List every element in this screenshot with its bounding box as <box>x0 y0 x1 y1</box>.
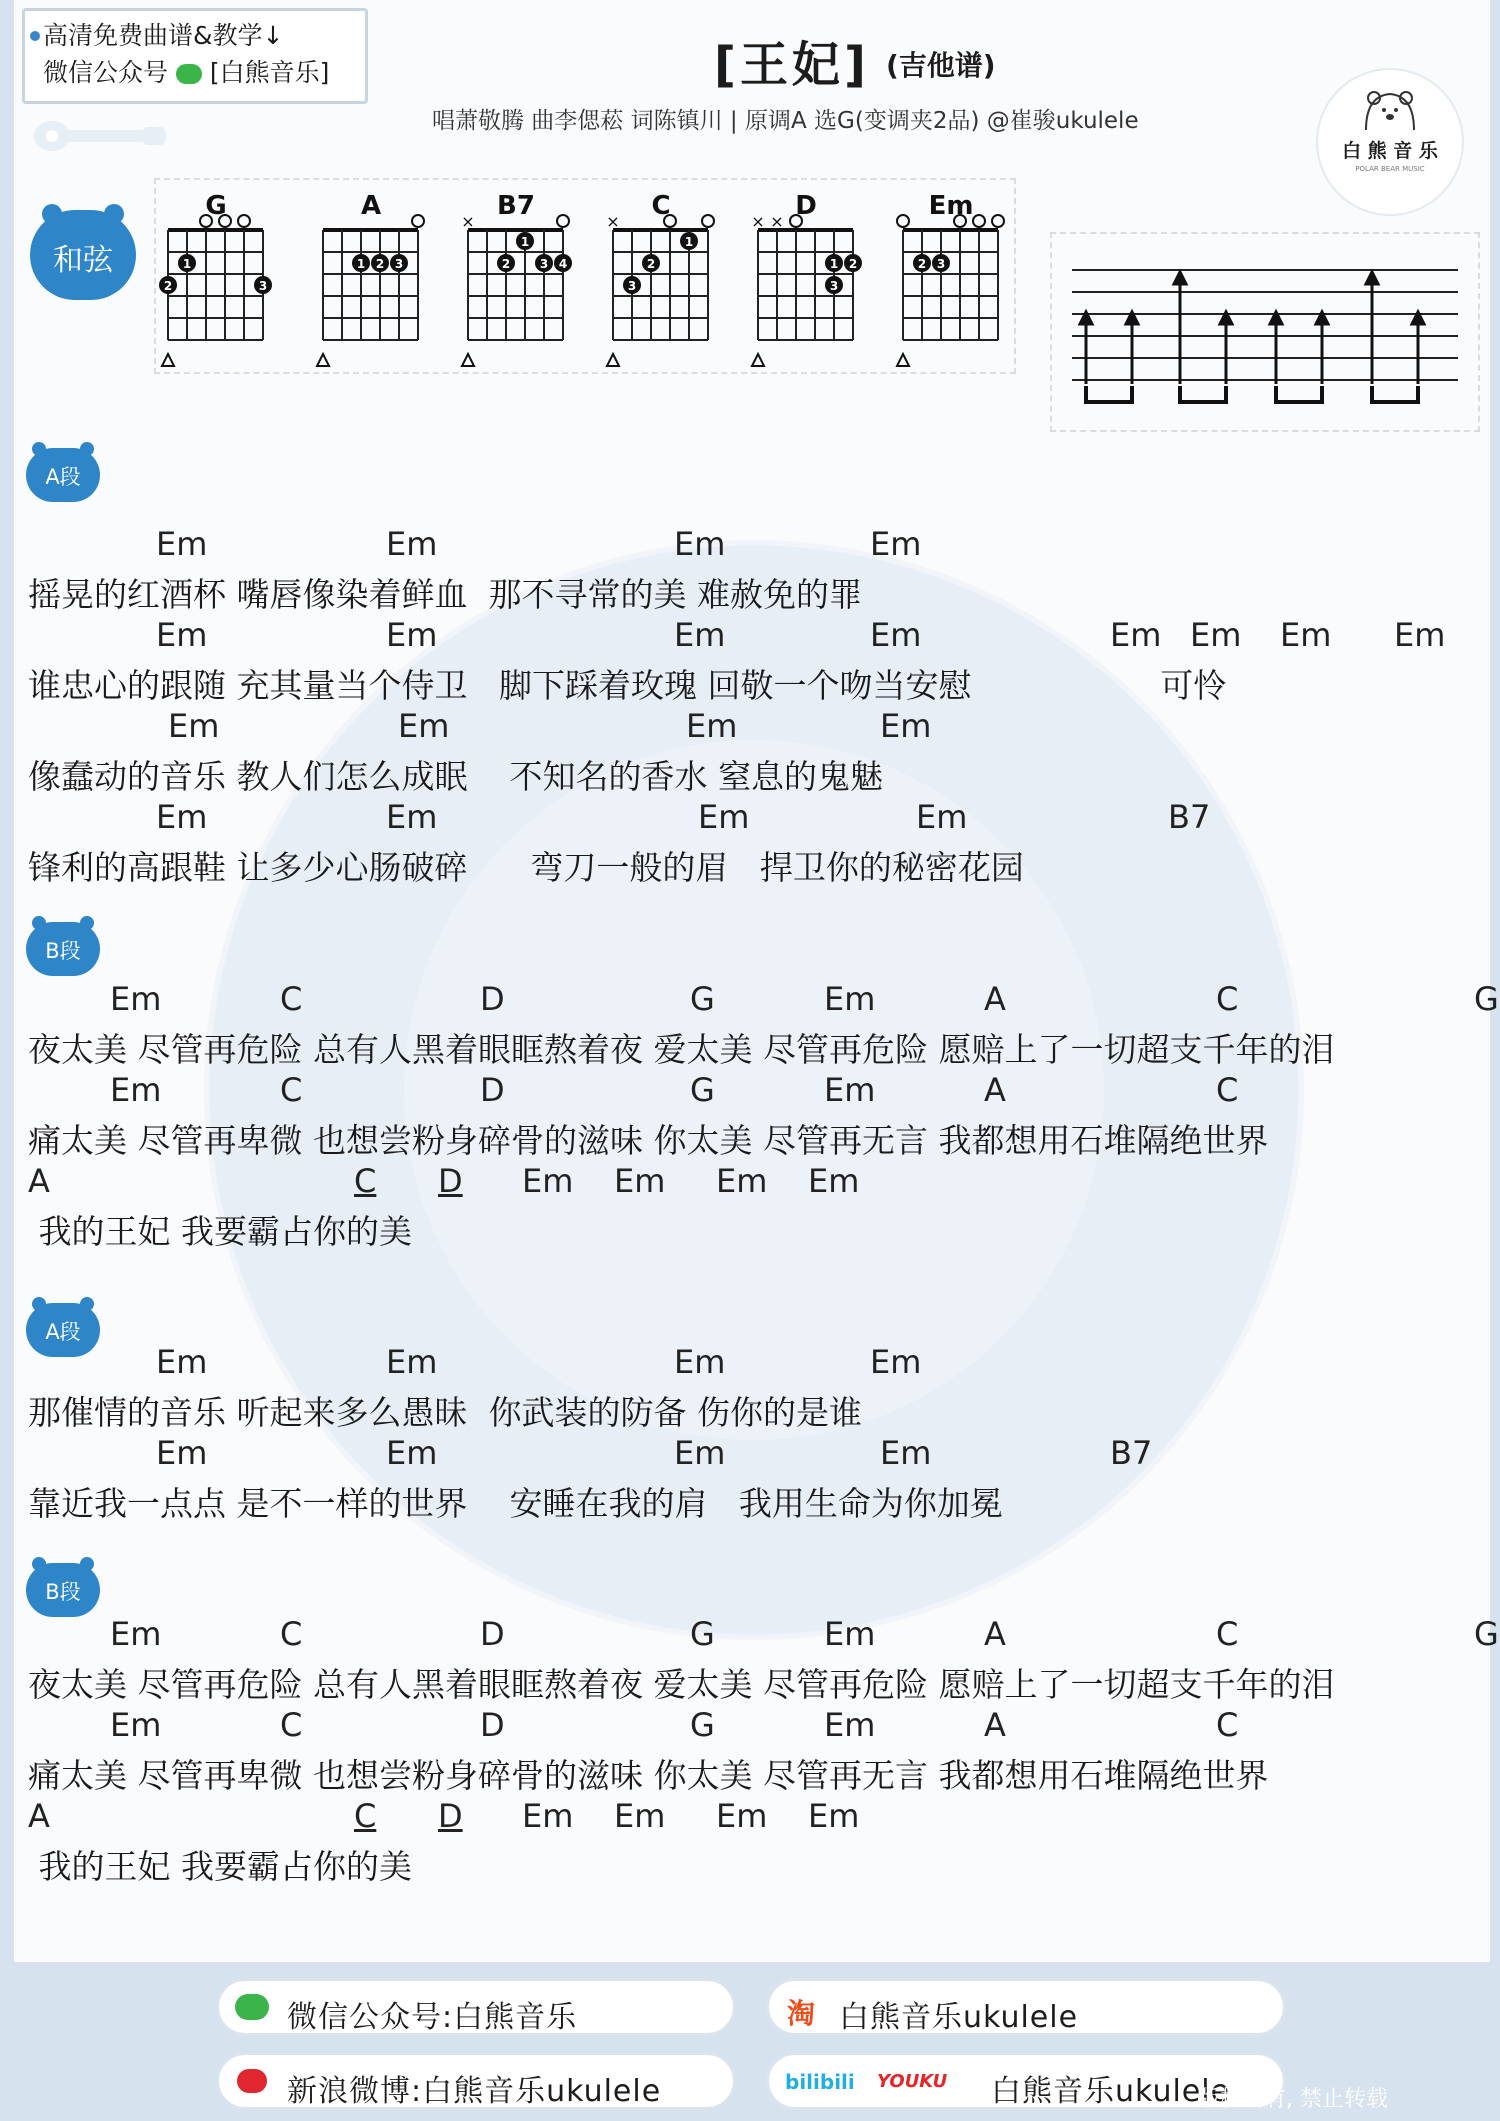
badge-ear <box>104 204 124 224</box>
chord-symbol: Em <box>156 525 208 563</box>
chord-symbol: Em <box>674 1343 726 1381</box>
brand-name: 白 熊 音 乐 <box>1342 140 1438 162</box>
chord-symbol: C <box>280 1071 303 1109</box>
chord-symbol: Em <box>398 707 450 745</box>
chord-symbol: C <box>354 1162 377 1200</box>
lyric-line: 夜太美 尽管再危险 总有人黑着眼眶熬着夜 爱太美 尽管再危险 愿赔上了一切超支千年的泪 <box>28 1030 1335 1069</box>
polar-bear-icon <box>1318 70 1462 140</box>
chord-diagram <box>897 191 1004 366</box>
chord-symbol: Em <box>522 1162 574 1200</box>
finger-number: 2 <box>848 257 858 271</box>
wechat-icon <box>176 64 202 84</box>
badge-ear <box>80 1557 94 1571</box>
section-label: A段 <box>45 465 81 489</box>
chord-diagrams <box>144 170 1144 400</box>
chord-symbol: Em <box>1394 616 1446 654</box>
chord-symbol: Em <box>110 980 162 1018</box>
chord-symbol: A <box>984 1071 1006 1109</box>
taobao-icon: 淘 <box>787 1997 816 2030</box>
badge-ear <box>32 916 46 930</box>
section-label: A段 <box>45 1320 81 1344</box>
bilibili-icon: bilibili <box>785 2070 855 2094</box>
footer-video-text: 白熊音乐ukulele <box>991 2074 1231 2109</box>
weibo-icon <box>237 2069 267 2093</box>
chord-symbol: Em <box>386 616 438 654</box>
chord-symbol: C <box>280 1615 303 1653</box>
finger-number: 2 <box>501 257 511 271</box>
chord-symbol: Em <box>870 525 922 563</box>
chord-symbol: Em <box>674 1434 726 1472</box>
chord-symbol: Em <box>110 1071 162 1109</box>
chord-symbol: D <box>480 1706 505 1744</box>
chord-symbol: Em <box>522 1797 574 1835</box>
section-badge <box>26 922 100 976</box>
chord-symbol: Em <box>698 798 750 836</box>
chord-symbol: A <box>984 1615 1006 1653</box>
chord-symbol: Em <box>386 525 438 563</box>
finger-number: 3 <box>829 279 839 293</box>
chord-symbol: B7 <box>1110 1434 1153 1472</box>
open-string-marker <box>897 215 909 227</box>
chord-section-label: 和弦 <box>53 243 113 278</box>
finger-number: 1 <box>356 257 366 271</box>
chord-symbol: Em <box>110 1706 162 1744</box>
chord-symbol: Em <box>716 1162 768 1200</box>
finger-number: 2 <box>375 257 385 271</box>
finger-number: 3 <box>394 257 404 271</box>
chord-symbol: A <box>28 1162 50 1200</box>
root-string-marker <box>162 354 174 366</box>
chord-symbol: C <box>1216 1615 1239 1653</box>
chord-symbol: Em <box>716 1797 768 1835</box>
chord-symbol: C <box>280 1706 303 1744</box>
chord-symbol: Em <box>674 525 726 563</box>
ukulele-icon <box>30 115 168 157</box>
badge-ear <box>32 1557 46 1571</box>
chord-symbol: Em <box>386 1434 438 1472</box>
chord-symbol: Em <box>1280 616 1332 654</box>
chord-symbol: B7 <box>1168 798 1211 836</box>
muted-string-marker: × <box>461 212 475 231</box>
chord-symbol: Em <box>824 980 876 1018</box>
chord-symbol: C <box>280 980 303 1018</box>
section-badge <box>26 448 100 502</box>
chord-symbol: A <box>984 980 1006 1018</box>
badge-ear <box>80 442 94 456</box>
chord-symbol: G <box>690 1071 715 1109</box>
lyric-line: 靠近我一点点 是不一样的世界 安睡在我的肩 我用生命为你加冕 <box>28 1484 1003 1523</box>
wechat-icon <box>235 1994 269 2020</box>
chord-symbol: Em <box>156 798 208 836</box>
chord-symbol: D <box>438 1797 463 1835</box>
open-string-marker <box>992 215 1004 227</box>
finger-number: 3 <box>627 279 637 293</box>
chord-symbol: G <box>690 1615 715 1653</box>
chord-symbol: Em <box>110 1615 162 1653</box>
promo-line-1: 高清免费曲谱&教学↓ <box>43 21 284 50</box>
footer-wechat-text: 微信公众号:白熊音乐 <box>287 2000 578 2035</box>
chord-symbol: Em <box>824 1071 876 1109</box>
badge-ear <box>32 1297 46 1311</box>
root-string-marker <box>752 354 764 366</box>
finger-number: 2 <box>163 279 173 293</box>
chord-symbol: C <box>1216 1071 1239 1109</box>
root-string-marker <box>607 354 619 366</box>
muted-string-marker: × <box>606 212 620 231</box>
youku-icon: YOUKU <box>877 2071 948 2092</box>
muted-string-marker: × <box>751 212 765 231</box>
lyric-line: 像蠢动的音乐 教人们怎么成眠 不知名的香水 窒息的鬼魅 <box>28 757 883 796</box>
finger-number: 2 <box>646 257 656 271</box>
lyric-line: 痛太美 尽管再卑微 也想尝粉身碎骨的滋味 你太美 尽管再无言 我都想用石堆隔绝世界 <box>28 1121 1269 1160</box>
lyric-line: 痛太美 尽管再卑微 也想尝粉身碎骨的滋味 你太美 尽管再无言 我都想用石堆隔绝世界 <box>28 1756 1269 1795</box>
finger-number: 4 <box>558 257 568 271</box>
chord-symbol: A <box>984 1706 1006 1744</box>
chord-symbol: C <box>354 1797 377 1835</box>
song-credits: 唱萧敬腾 曲李偲菘 词陈镇川 | 原调A 选G(变调夹2品) @崔骏ukulele <box>432 108 1139 134</box>
chord-symbol: Em <box>824 1706 876 1744</box>
chord-symbol: D <box>438 1162 463 1200</box>
chord-symbol: G <box>690 980 715 1018</box>
lyric-line: 夜太美 尽管再危险 总有人黑着眼眶熬着夜 爱太美 尽管再危险 愿赔上了一切超支千年的泪 <box>28 1665 1335 1704</box>
chord-symbol: Em <box>674 616 726 654</box>
chord-diagram-name: D <box>795 191 817 221</box>
badge-ear <box>80 1297 94 1311</box>
lyric-line: 摇晃的红酒杯 嘴唇像染着鲜血 那不寻常的美 难赦免的罪 <box>28 575 862 614</box>
open-string-marker <box>973 215 985 227</box>
promo-box <box>22 8 368 104</box>
chord-symbol: G <box>1474 1615 1499 1653</box>
chord-symbol: Em <box>880 707 932 745</box>
open-string-marker <box>557 215 569 227</box>
chord-symbol: D <box>480 1615 505 1653</box>
lyric-line: 那催情的音乐 听起来多么愚昧 你武装的防备 伤你的是谁 <box>28 1393 862 1432</box>
bullet-icon <box>30 31 40 41</box>
brand-subtitle: POLAR BEAR MUSIC <box>1355 165 1425 173</box>
lyric-line: 锋利的高跟鞋 让多少心肠破碎 弯刀一般的眉 捍卫你的秘密花园 <box>28 848 1024 887</box>
badge-ear <box>42 204 62 224</box>
song-title: [王妃] <box>714 37 870 93</box>
chord-diagram <box>159 191 272 366</box>
open-string-marker <box>412 215 424 227</box>
strum-pattern-panel <box>1050 232 1480 432</box>
finger-number: 3 <box>258 279 268 293</box>
root-string-marker <box>317 354 329 366</box>
chord-symbol: Em <box>808 1162 860 1200</box>
lyric-line: 谁忠心的跟随 充其量当个侍卫 脚下踩着玫瑰 回敬一个吻当安慰 可怜 <box>28 666 1227 705</box>
lyric-line: 我的王妃 我要霸占你的美 <box>28 1847 412 1886</box>
finger-number: 1 <box>182 257 192 271</box>
lyric-line: 我的王妃 我要霸占你的美 <box>28 1212 412 1251</box>
chord-symbol: Em <box>808 1797 860 1835</box>
footer-weibo[interactable] <box>216 2052 736 2110</box>
root-string-marker <box>462 354 474 366</box>
chord-symbol: Em <box>386 798 438 836</box>
chord-diagram <box>751 191 862 366</box>
chord-symbol: Em <box>386 1343 438 1381</box>
chord-diagram-name: G <box>205 191 227 221</box>
chord-symbol: Em <box>156 1434 208 1472</box>
chord-diagram-name: C <box>651 191 671 221</box>
finger-number: 3 <box>539 257 549 271</box>
chord-symbol: A <box>28 1797 50 1835</box>
footer-wechat[interactable] <box>216 1978 736 2036</box>
chord-symbol: Em <box>156 1343 208 1381</box>
chord-symbol: Em <box>824 1615 876 1653</box>
chord-symbol: G <box>690 1706 715 1744</box>
chord-symbol: Em <box>168 707 220 745</box>
chord-diagram <box>317 191 424 366</box>
chord-symbol: Em <box>916 798 968 836</box>
sheet-card <box>14 0 1499 1962</box>
open-string-marker <box>238 215 250 227</box>
chord-symbol: C <box>1216 1706 1239 1744</box>
muted-string-marker: × <box>770 212 784 231</box>
finger-number: 1 <box>520 235 530 249</box>
copyright-notice: 版权所有, 禁止转载 <box>1198 2087 1388 2112</box>
chord-diagram-name: B7 <box>497 191 535 221</box>
chord-symbol: Em <box>870 616 922 654</box>
chord-symbol: Em <box>1190 616 1242 654</box>
finger-number: 3 <box>936 257 946 271</box>
chord-symbol: G <box>1474 980 1499 1018</box>
chord-symbol: D <box>480 1071 505 1109</box>
root-string-marker <box>897 354 909 366</box>
footer-weibo-text: 新浪微博:白熊音乐ukulele <box>287 2074 662 2109</box>
section-label: B段 <box>45 1580 81 1604</box>
chord-diagram <box>606 191 714 366</box>
chord-section-badge <box>30 210 136 300</box>
chord-symbol: Em <box>614 1162 666 1200</box>
section-label: B段 <box>45 939 81 963</box>
footer-taobao[interactable] <box>766 1978 1286 2036</box>
promo-line-2: 微信公众号 [白熊音乐] <box>43 58 330 87</box>
badge-ear <box>32 442 46 456</box>
section-badge <box>26 1563 100 1617</box>
chord-symbol: Em <box>1110 616 1162 654</box>
chord-diagram <box>461 191 572 366</box>
song-subtitle: (吉他谱) <box>886 49 996 82</box>
finger-number: 1 <box>684 235 694 249</box>
finger-number: 1 <box>829 257 839 271</box>
chord-symbol: D <box>480 980 505 1018</box>
brand-logo <box>1318 70 1462 214</box>
chord-symbol: Em <box>686 707 738 745</box>
chord-diagram-name: A <box>360 191 382 221</box>
chord-diagram-name: Em <box>928 191 974 221</box>
chord-symbol: Em <box>870 1343 922 1381</box>
chord-symbol: Em <box>156 616 208 654</box>
section-badge <box>26 1303 100 1357</box>
finger-number: 2 <box>917 257 927 271</box>
chord-symbol: Em <box>614 1797 666 1835</box>
footer-taobao-text: 白熊音乐ukulele <box>839 2000 1079 2035</box>
badge-ear <box>80 916 94 930</box>
strum-pattern <box>1052 234 1478 430</box>
chord-symbol: C <box>1216 980 1239 1018</box>
open-string-marker <box>702 215 714 227</box>
chord-symbol: Em <box>880 1434 932 1472</box>
